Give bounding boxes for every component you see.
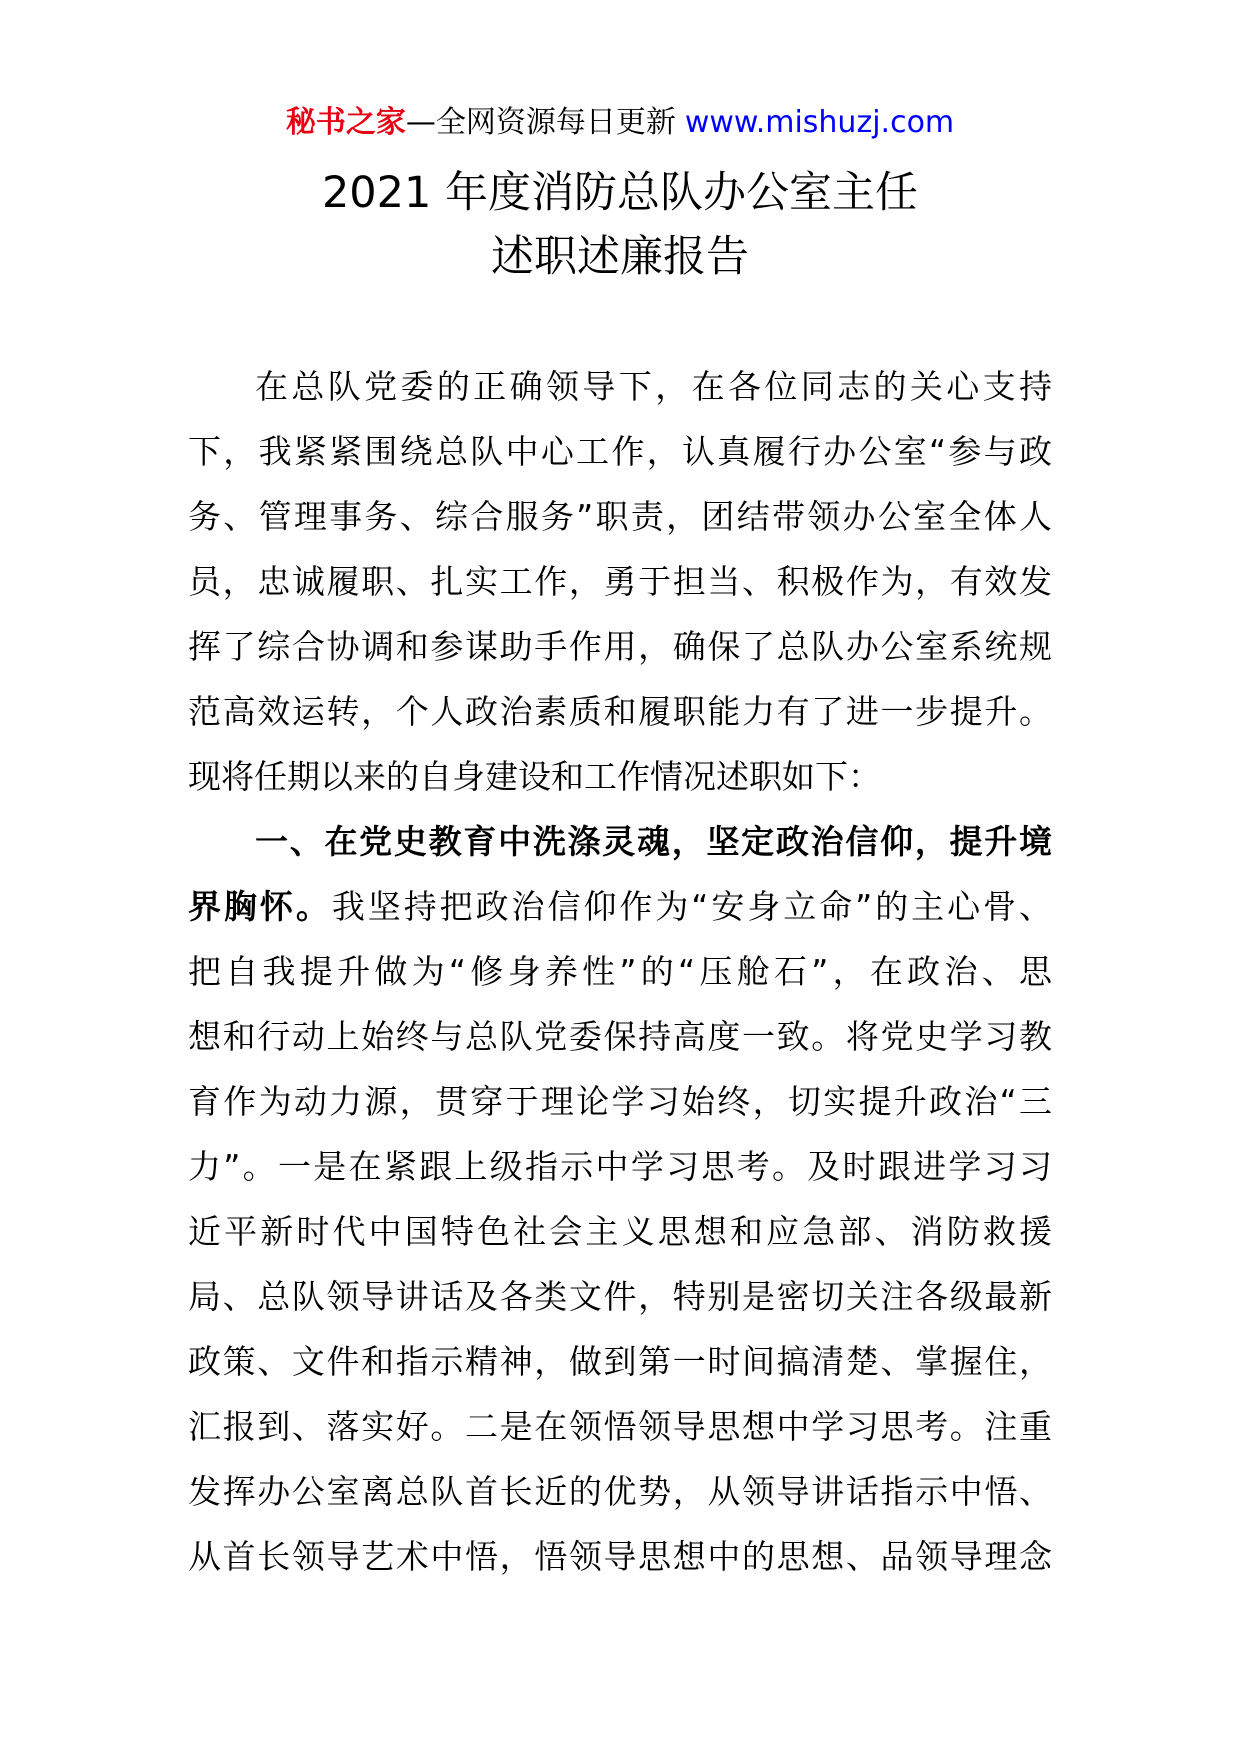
document-title-line-1: 2021 年度消防总队办公室主任	[321, 168, 919, 218]
document-body	[188, 354, 1052, 1589]
document-title-line-2: 述职述廉报告	[491, 232, 749, 282]
body-line: 力”。一是在紧跟上级指示中学习思考。及时跟进学习习	[188, 1147, 1052, 1186]
paragraph-section-one	[188, 809, 1052, 1589]
body-line: 汇报到、落实好。二是在领悟领导思想中学习思考。注重	[188, 1407, 1052, 1446]
header-tagline: —全网资源每日更新	[405, 105, 676, 140]
body-line: 把自我提升做为“修身养性”的“压舱石”，在政治、思	[188, 952, 1052, 991]
body-line: 员，忠诚履职、扎实工作，勇于担当、积极作为，有效发	[188, 562, 1052, 601]
body-line-text: 我坚持把政治信仰作为“安身立命”的主心骨、	[331, 887, 1052, 926]
section-heading-line: 一、在党史教育中洗涤灵魂，坚定政治信仰，提升境	[255, 822, 1052, 861]
body-line: 从首长领导艺术中悟，悟领导思想中的思想、品领导理念	[188, 1537, 1052, 1576]
body-line: 在总队党委的正确领导下，在各位同志的关心支持	[255, 367, 1052, 406]
body-line	[188, 874, 1052, 939]
section-heading-tail: 界胸怀。	[188, 887, 332, 926]
brand-name: 秘书之家	[285, 105, 406, 140]
paragraph-intro	[188, 354, 1052, 809]
body-line: 现将任期以来的自身建设和工作情况述职如下：	[188, 757, 881, 796]
body-line: 范高效运转，个人政治素质和履职能力有了进一步提升。	[188, 692, 1052, 731]
watermark-header	[0, 102, 1240, 144]
body-line: 下，我紧紧围绕总队中心工作，认真履行办公室“参与政	[188, 432, 1052, 471]
site-url-link[interactable]: www.mishuzj.com	[684, 105, 955, 140]
body-line: 想和行动上始终与总队党委保持高度一致。将党史学习教	[188, 1017, 1052, 1056]
body-line: 发挥办公室离总队首长近的优势，从领导讲话指示中悟、	[188, 1472, 1052, 1511]
body-line: 挥了综合协调和参谋助手作用，确保了总队办公室系统规	[188, 627, 1052, 666]
body-line: 育作为动力源，贯穿于理论学习始终，切实提升政治“三	[188, 1082, 1052, 1121]
body-line: 务、管理事务、综合服务”职责，团结带领办公室全体人	[188, 497, 1052, 536]
body-line: 政策、文件和指示精神，做到第一时间搞清楚、掌握住，	[188, 1342, 1052, 1381]
body-line: 近平新时代中国特色社会主义思想和应急部、消防救援	[188, 1212, 1052, 1251]
body-line: 局、总队领导讲话及各类文件，特别是密切关注各级最新	[188, 1277, 1052, 1316]
